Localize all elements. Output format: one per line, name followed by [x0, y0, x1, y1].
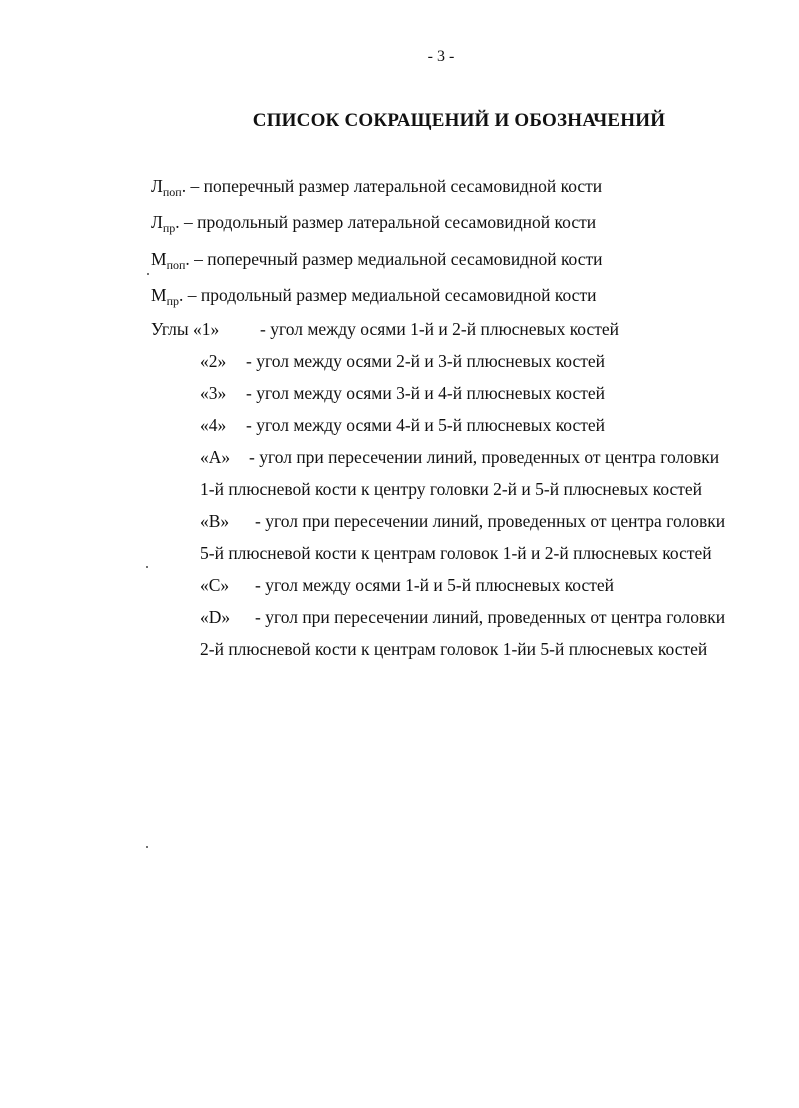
- page-number: - 3 -: [427, 48, 455, 65]
- angle-label: «D»: [200, 607, 231, 627]
- angle-description: - угол между осями 3-й и 4-й плюсневых костей: [246, 383, 606, 403]
- angle-description-continuation: 1-й плюсневой кости к центру головки 2-й и 5-й плюсневых костей: [200, 479, 703, 499]
- abbreviation-subscript: пр: [166, 294, 179, 308]
- abbreviation-symbol: М: [151, 249, 167, 269]
- angle-label: «С»: [200, 575, 230, 595]
- angle-description-continuation: 2-й плюсневой кости к центрам головок 1-йи 5-й плюсневых костей: [200, 639, 708, 659]
- abbreviation-item: [151, 287, 596, 307]
- abbreviation-item: [151, 214, 596, 234]
- scan-speck: [146, 846, 148, 848]
- scan-speck: [146, 566, 148, 568]
- angle-description: - угол при пересечении линий, проведенных от центра головки: [255, 607, 726, 627]
- abbreviation-item: [151, 251, 603, 271]
- abbreviation-item: [151, 178, 602, 198]
- abbreviation-symbol: М: [151, 285, 167, 305]
- angle-description: - угол между осями 1-й и 5-й плюсневых костей: [255, 575, 615, 595]
- abbreviation-subscript: поп: [166, 258, 186, 272]
- angle-description: - угол между осями 4-й и 5-й плюсневых костей: [246, 415, 606, 435]
- angle-label: «2»: [200, 351, 227, 371]
- angle-item: [151, 321, 219, 339]
- abbreviation-definition: . – поперечный размер медиальной сесамовидной кости: [185, 249, 603, 269]
- abbreviation-symbol: Л: [151, 212, 163, 232]
- angle-description: - угол между осями 2-й и 3-й плюсневых костей: [246, 351, 606, 371]
- scan-speck: [147, 273, 149, 275]
- abbreviation-definition: . – продольный размер медиальной сесамовидной кости: [178, 285, 597, 305]
- abbreviation-subscript: поп: [162, 185, 182, 199]
- angle-description-continuation: 5-й плюсневой кости к центрам головок 1-й и 2-й плюсневых костей: [200, 543, 712, 563]
- abbreviation-definition: . – поперечный размер латеральной сесамовидной кости: [181, 176, 603, 196]
- angle-label: «4»: [200, 415, 227, 435]
- angle-description: - угол между осями 1-й и 2-й плюсневых костей: [260, 319, 620, 339]
- angle-description: - угол при пересечении линий, проведенных от центра головки: [255, 511, 726, 531]
- angle-label: «В»: [200, 511, 230, 531]
- abbreviation-subscript: пр: [162, 221, 176, 235]
- angle-description: - угол при пересечении линий, проведенных от центра головки: [249, 447, 720, 467]
- abbreviation-definition: . – продольный размер латеральной сесамовидной кости: [175, 212, 597, 232]
- angle-label: «3»: [200, 383, 227, 403]
- abbreviation-symbol: Л: [151, 176, 163, 196]
- angle-label: «А»: [200, 447, 231, 467]
- page-title: СПИСОК СОКРАЩЕНИЙ И ОБОЗНАЧЕНИЙ: [252, 110, 666, 131]
- angles-heading: Углы: [151, 319, 189, 339]
- angle-label: «1»: [193, 319, 220, 339]
